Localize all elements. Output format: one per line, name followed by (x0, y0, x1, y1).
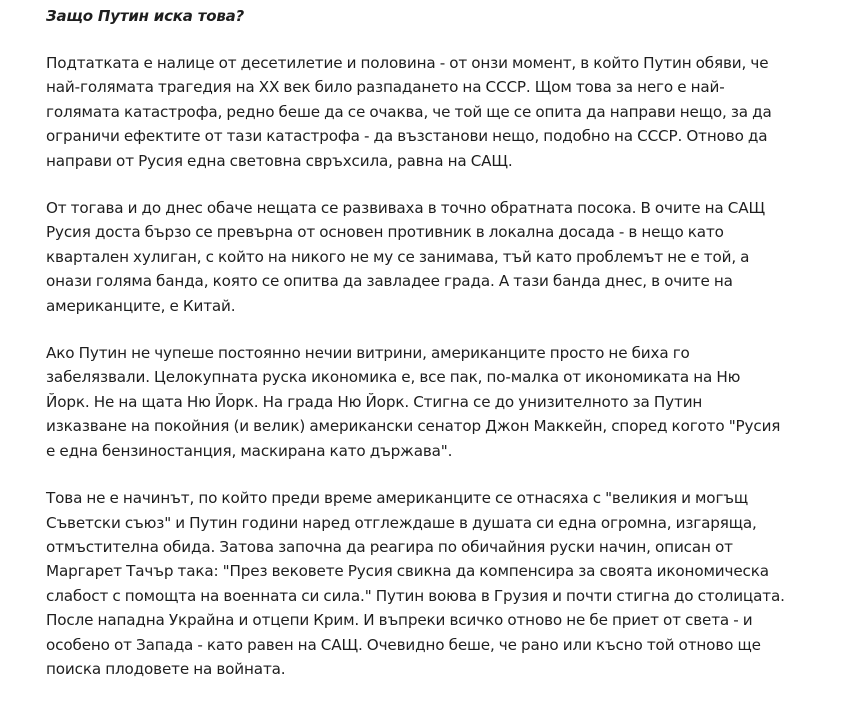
article-paragraph-3: Ако Путин не чупеше постоянно нечии витрини, американците просто не биха го забелязвали. Целокупната руска икономика е, все пак, по-малка от икономиката на Ню Йорк. Не на щата Ню Йорк. На града Ню Йорк. Стигна се до унизителното за Путин изказване на покойния (и велик) американски сенатор Джон Маккейн, според когото "Русия е една бензиностанция, маскирана като държава". (46, 344, 781, 460)
article-paragraph-2: От тогава и до днес обаче нещата се развиваха в точно обратната посока. В очите на САЩ Русия доста бързо се превърна от основен противник в локална досада - в нещо като квартален хулиган, с който на никого не му се занимава, тъй като проблемът не е той, а онази голяма банда, която се опитва да завладее града. А тази банда днес, в очите на американците, е Китай. (46, 199, 765, 315)
article-paragraph-4: Това не е начинът, по който преди време американците се отнасяха с "великия и могъщ Съветски съюз" и Путин години наред отглеждаше в душата си една огромна, изгаряща, отмъстителна обида. Затова започна да реагира по обичайния руски начин, описан от Маргарет Тачър така: "През вековете Русия свикна да компенсира за своята икономическа слабост с помощта на военната си сила." Путин воюва в Грузия и почти стигна до столицата. После нападна Украйна и отцепи Крим. И въпреки всичко отново не бе приет от света - и особено от Запада - като равен на САЩ. Очевидно беше, че рано или късно той отново ще поиска плодовете на войната. (46, 489, 785, 678)
article-paragraph-1: Подтатката е налице от десетилетие и половина - от онзи момент, в който Путин обяви, че най-голямата трагедия на XX век било разпадането на СССР. Щом това за него е най-голямата катастрофа, редно беше да се очаква, че той ще се опита да направи нещо, за да ограничи ефектите от тази катастрофа - да възстанови нещо, подобно на СССР. Отново да направи от Русия една световна свръхсила, равна на САЩ. (46, 54, 772, 170)
article (46, 6, 786, 704)
article-heading: Защо Путин иска това? (46, 7, 245, 25)
